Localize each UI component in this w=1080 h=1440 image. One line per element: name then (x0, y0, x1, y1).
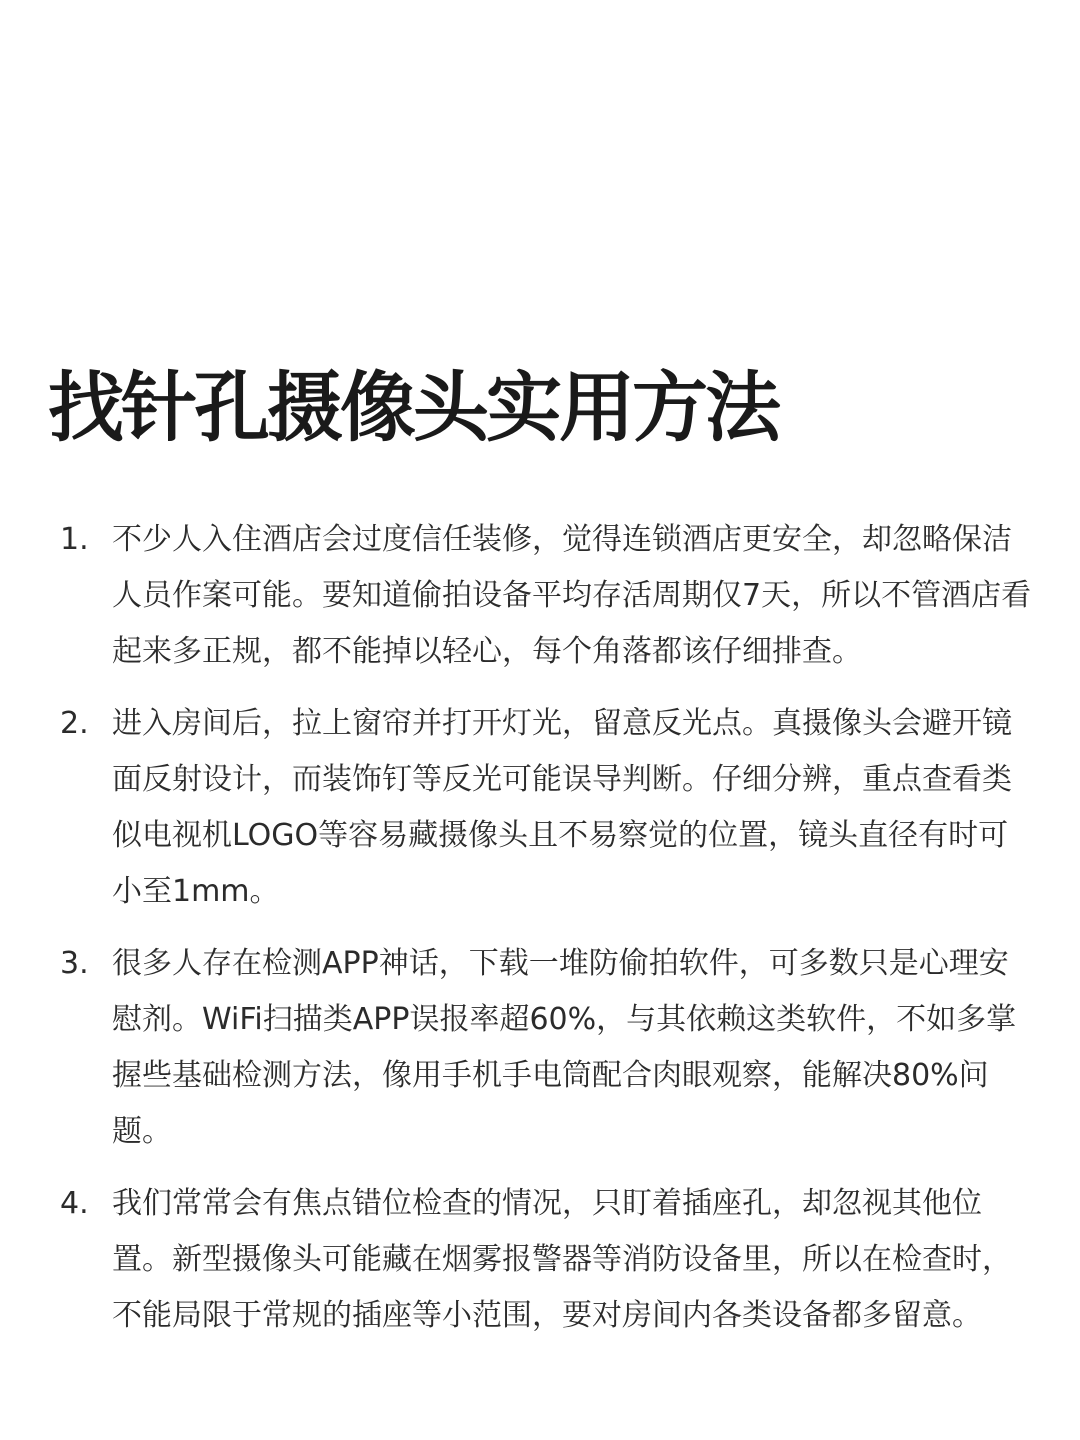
tips-list (0, 512, 1080, 1360)
list-item-text: 不少人入住酒店会过度信任装修，觉得连锁酒店更安全，却忽略保洁人员作案可能。要知道偷拍设备平均存活周期仅7天，所以不管酒店看起来多正规，都不能掉以轻心，每个角落都该仔细排查。 (112, 522, 1032, 669)
list-item-text: 我们常常会有焦点错位检查的情况，只盯着插座孔，却忽视其他位置。新型摄像头可能藏在烟雾报警器等消防设备里，所以在检查时，不能局限于常规的插座等小范围，要对房间内各类设备都多留意。 (112, 1186, 1012, 1333)
list-item-number: 4. (60, 1186, 89, 1221)
list-item (0, 512, 1080, 680)
list-item-number: 1. (60, 522, 89, 557)
list-item (0, 696, 1080, 920)
list-item (0, 936, 1080, 1160)
list-item-text: 很多人存在检测APP神话，下载一堆防偷拍软件，可多数只是心理安慰剂。WiFi扫描类APP误报率超60%，与其依赖这类软件，不如多掌握些基础检测方法，像用手机手电筒配合肉眼观察，能解决80%问题。 (112, 946, 1017, 1149)
list-item-text: 进入房间后，拉上窗帘并打开灯光，留意反光点。真摄像头会避开镜面反射设计，而装饰钉等反光可能误导判断。仔细分辨，重点查看类似电视机LOGO等容易藏摄像头且不易察觉的位置，镜头直径有时可小至1mm。 (112, 706, 1012, 909)
page-title: 找针孔摄像头实用方法 (48, 363, 778, 452)
list-item (0, 1176, 1080, 1344)
list-item-number: 2. (60, 706, 89, 741)
list-item-number: 3. (60, 946, 89, 981)
